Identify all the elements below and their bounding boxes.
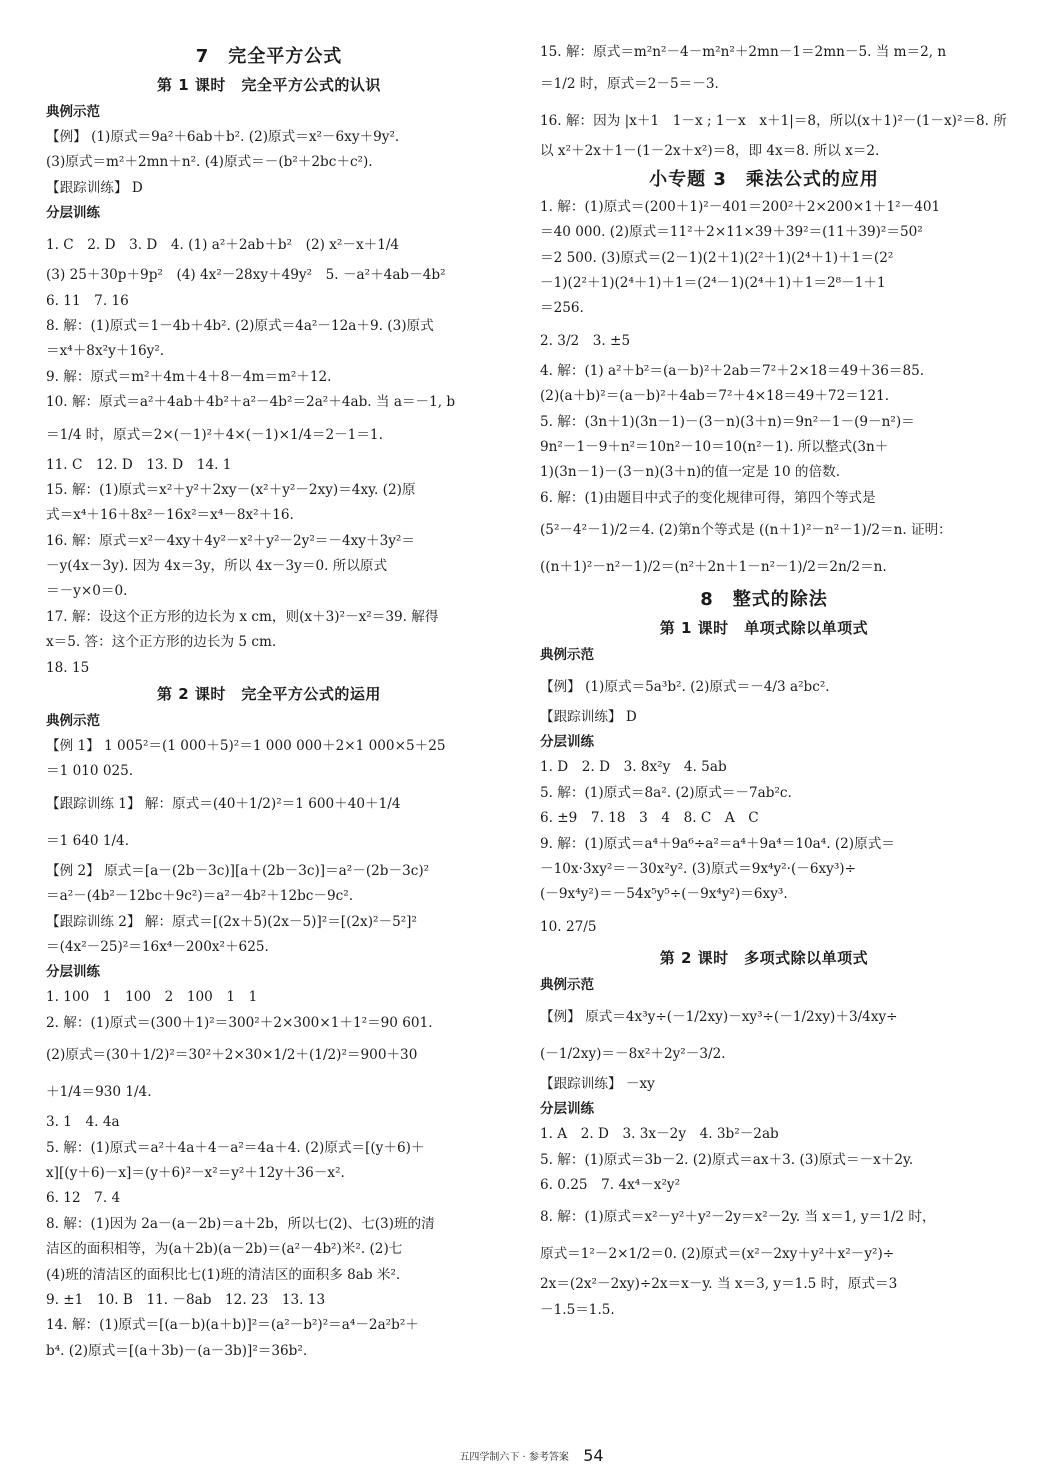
answer-line: 10. 27/5 <box>540 918 597 935</box>
answer-line: 16. 解：因为 |x＋1 1－x ; 1－x x＋1|＝8，所以(x＋1)²－(1－x)²＝8. 所 <box>540 113 1007 130</box>
answer-line: 【例】 (1)原式＝5a³b². (2)原式＝－4/3 a²bc². <box>540 679 830 696</box>
answer-line: 1. 100 1 100 2 100 1 1 <box>46 989 258 1006</box>
answer-line: 8. 解：(1)原式＝x²－y²＋y²－2y＝x²－2y. 当 x＝1, y＝1/2 时， <box>540 1209 936 1226</box>
lesson-title: 第 1 课时 单项式除以单项式 <box>659 619 869 638</box>
answer-line: (3) 25＋30p＋9p² (4) 4x²－28xy＋49y² 5. －a²＋4ab－4b² <box>46 267 446 284</box>
answer-line: 9. 解：原式＝m²＋4m＋4＋8－4m＝m²＋12. <box>46 368 332 385</box>
answer-line: 【例】 (1)原式＝9a²＋6ab＋b². (2)原式＝x²－6xy＋9y². <box>46 129 400 145</box>
answer-line: ＝1/4 时，原式＝2×(－1)²＋4×(－1)×1/4＝2－1＝1. <box>46 426 383 443</box>
answer-line: 5. 解：(1)原式＝8a². (2)原式＝－7ab²c. <box>540 784 792 801</box>
answer-line: 1. C 2. D 3. D 4. (1) a²＋2ab＋b² (2) x²－x＋1/4 <box>46 237 400 254</box>
answer-line: (3)原式＝m²＋2mn＋n². (4)原式＝－(b²＋2bc＋c²). <box>46 154 373 171</box>
answer-line: 式＝x⁴＋16＋8x²－16x²＝x⁴－8x²＋16. <box>46 507 294 524</box>
answer-line: ＝256. <box>540 300 584 317</box>
answer-line: 1. A 2. D 3. 3x－2y 4. 3b²－2ab <box>540 1126 779 1143</box>
page-footer <box>0 1446 1063 1465</box>
answer-line: ＝1 010 025. <box>46 763 134 780</box>
answer-line: 15. 解：原式＝m²n²－4－m²n²＋2mn－1＝2mn－5. 当 m＝2, n <box>540 44 947 60</box>
answer-line: (2)(a＋b)²＝(a－b)²＋4ab＝7²＋4×18＝49＋72＝121. <box>540 388 890 405</box>
answer-line: 洁区的面积相等，为(a＋2b)(a－2b)＝(a²－4b²)米². (2)七 <box>46 1241 403 1258</box>
answer-line: 以 x²＋2x＋1－(1－2x＋x²)＝8，即 4x＝8. 所以 x＝2. <box>540 143 880 160</box>
answer-line: 8. 解：(1)因为 2a－(a－2b)＝a＋2b，所以七(2)、七(3)班的清 <box>46 1215 435 1232</box>
answer-line: (－1/2xy)＝－8x²＋2y²－3/2. <box>540 1045 726 1062</box>
answer-line: 4. 解：(1) a²＋b²＝(a－b)²＋2ab＝7²＋2×18＝49＋36＝85. <box>540 362 925 379</box>
answer-line: －1)(2²＋1)(2⁴＋1)＋1＝(2⁴－1)(2⁴＋1)＋1＝2⁸－1＋1 <box>540 274 886 291</box>
answer-line: 1. D 2. D 3. 8x²y 4. 5ab <box>540 759 727 776</box>
answer-line: 原式＝1²－2×1/2＝0. (2)原式＝(x²－2xy＋y²＋x²－y²)÷ <box>540 1246 895 1263</box>
section-title: 7 完全平方公式 <box>195 46 343 67</box>
answer-line: 9. ±1 10. B 11. －8ab 12. 23 13. 13 <box>46 1291 326 1308</box>
answer-line: 【例 1】 1 005²＝(1 000＋5)²＝1 000 000＋2×1 000×5＋25 <box>46 738 446 755</box>
answer-line: 1)(3n－1)－(3－n)(3＋n)的值一定是 10 的倍数. <box>540 464 841 481</box>
answer-line: 9n²－1－9＋n²＝10n²－10＝10(n²－1). 所以整式(3n＋ <box>540 438 889 455</box>
answer-line: 2. 3/2 3. ±5 <box>540 332 631 349</box>
answer-line: 17. 解：设这个正方形的边长为 x cm，则(x＋3)²－x²＝39. 解得 <box>46 608 439 625</box>
answer-line: ＝x⁴＋8x²y＋16y². <box>46 343 165 360</box>
answer-line: ＝1/2 时，原式＝2－5＝－3. <box>540 76 719 93</box>
section-title: 小专题 3 乘法公式的应用 <box>649 168 879 190</box>
answer-line: (4)班的清洁区的面积比七(1)班的清洁区的面积多 8ab 米². <box>46 1266 401 1283</box>
subsection-heading: 分层训练 <box>540 734 594 751</box>
answer-line: 【跟踪训练 2】 解：原式＝[(2x＋5)(2x－5)]²＝[(2x)²－5²]² <box>46 913 417 930</box>
footer-text: 五四学制六下 · 参考答案 <box>459 1452 569 1463</box>
answer-line: －1.5＝1.5. <box>540 1301 615 1318</box>
answer-line: 15. 解：(1)原式＝x²＋y²＋2xy－(x²＋y²－2xy)＝4xy. (2)原 <box>46 481 416 498</box>
subsection-heading: 分层训练 <box>46 964 100 981</box>
answer-line: 2x＝(2x²－2xy)÷2x＝x－y. 当 x＝3, y＝1.5 时，原式＝3 <box>540 1276 898 1293</box>
answer-line: 18. 15 <box>46 659 90 676</box>
subsection-heading: 典例示范 <box>46 104 100 120</box>
answer-line: 3. 1 4. 4a <box>46 1114 120 1131</box>
subsection-heading: 典例示范 <box>46 713 100 730</box>
answer-line: 16. 解：原式＝x²－4xy＋4y²－x²＋y²－2y²＝－4xy＋3y²＝ <box>46 532 415 549</box>
answer-line: 【跟踪训练 1】 解：原式＝(40＋1/2)²＝1 600＋40＋1/4 <box>46 795 401 812</box>
answer-line: 【跟踪训练】 D <box>540 709 637 726</box>
section-title: 8 整式的除法 <box>700 589 828 611</box>
answer-line: x＝5. 答：这个正方形的边长为 5 cm. <box>46 634 277 651</box>
answer-line: ＝(4x²－25)²＝16x⁴－200x²＋625. <box>46 938 269 955</box>
answer-line: 6. 11 7. 16 <box>46 292 129 309</box>
answer-line: (5²－4²－1)/2＝4. (2)第n个等式是 ((n＋1)²－n²－1)/2＝n. 证明： <box>540 522 952 539</box>
page-number: 54 <box>583 1446 604 1465</box>
right-column <box>540 42 1007 1325</box>
answer-line: b⁴. (2)原式＝[(a＋3b)－(a－3b)]²＝36b². <box>46 1342 308 1359</box>
lesson-title: 第 1 课时 完全平方公式的认识 <box>157 76 381 94</box>
lesson-title: 第 2 课时 完全平方公式的运用 <box>157 685 381 704</box>
answer-line: －y(4x－3y). 因为 4x＝3y，所以 4x－3y＝0. 所以原式 <box>46 558 388 575</box>
answer-line: 5. 解：(1)原式＝3b－2. (2)原式＝ax＋3. (3)原式＝－x＋2y. <box>540 1151 914 1168</box>
answer-line: 1. 解：(1)原式＝(200＋1)²－401＝200²＋2×200×1＋1²－401 <box>540 198 941 215</box>
answer-line: －10x·3xy²＝－30x²y². (3)原式＝9x⁴y²·(－6xy³)÷ <box>540 861 856 878</box>
answer-line: 6. 解：(1)由题目中式子的变化规律可得，第四个等式是 <box>540 489 876 506</box>
answer-line: ＝1 640 1/4. <box>46 832 130 849</box>
lesson-title: 第 2 课时 多项式除以单项式 <box>659 948 869 967</box>
answer-line: 9. 解：(1)原式＝a⁴＋9a⁶÷a²＝a⁴＋9a⁴＝10a⁴. (2)原式＝ <box>540 835 895 852</box>
answer-line: 【例】 原式＝4x³y÷(－1/2xy)－xy³÷(－1/2xy)＋3/4xy÷ <box>540 1008 898 1025</box>
answer-line: (－9x⁴y²)＝－54x⁵y⁵÷(－9x⁴y²)＝6xy³. <box>540 886 788 903</box>
answer-line: ＝a²－(4b²－12bc＋9c²)＝a²－4b²＋12bc－9c². <box>46 888 354 905</box>
answer-line: ＝2 500. (3)原式＝(2－1)(2＋1)(2²＋1)(2⁴＋1)＋1＝(2² <box>540 249 894 266</box>
answer-line: ＋1/4＝930 1/4. <box>46 1084 152 1101</box>
answer-line: 8. 解：(1)原式＝1－4b＋4b². (2)原式＝4a²－12a＋9. (3)原式 <box>46 317 434 334</box>
left-column <box>46 42 492 1366</box>
answer-line: 10. 解：原式＝a²＋4ab＋4b²＋a²－4b²＝2a²＋4ab. 当 a＝－1, b <box>46 394 456 411</box>
answer-line: (2)原式＝(30＋1/2)²＝30²＋2×30×1/2＋(1/2)²＝900＋30 <box>46 1047 418 1064</box>
answer-line: 【跟踪训练】 －xy <box>540 1075 655 1092</box>
answer-line: 11. C 12. D 13. D 14. 1 <box>46 456 232 473</box>
answer-line: 6. 12 7. 4 <box>46 1190 121 1207</box>
answer-line: 5. 解：(1)原式＝a²＋4a＋4－a²＝4a＋4. (2)原式＝[(y＋6)＋ <box>46 1139 425 1156</box>
answer-line: 5. 解：(3n＋1)(3n－1)－(3－n)(3＋n)＝9n²－1－(9－n²)＝ <box>540 413 915 430</box>
answer-line: ＝40 000. (2)原式＝11²＋2×11×39＋39²＝(11＋39)²＝50² <box>540 224 923 241</box>
answer-line: 2. 解：(1)原式＝(300＋1)²＝300²＋2×300×1＋1²＝90 601. <box>46 1014 433 1031</box>
answer-line: 14. 解：(1)原式＝[(a－b)(a＋b)]²＝(a²－b²)²＝a⁴－2a²b²＋ <box>46 1317 419 1334</box>
answer-line: 【跟踪训练】 D <box>46 179 143 196</box>
subsection-heading: 分层训练 <box>540 1101 594 1118</box>
subsection-heading: 典例示范 <box>540 647 594 664</box>
answer-line: ((n＋1)²－n²－1)/2＝(n²＋2n＋1－n²－1)/2＝2n/2＝n. <box>540 559 887 576</box>
answer-line: 6. ±9 7. 18 3 4 8. C A C <box>540 810 759 827</box>
subsection-heading: 分层训练 <box>46 205 100 222</box>
answer-line: x][(y＋6)－x]＝(y＋6)²－x²＝y²＋12y＋36－x². <box>46 1164 345 1181</box>
answer-line: 6. 0.25 7. 4x⁴－x²y² <box>540 1176 681 1193</box>
subsection-heading: 典例示范 <box>540 976 594 993</box>
answer-line: 【例 2】 原式＝[a－(2b－3c)][a＋(2b－3c)]＝a²－(2b－3c)² <box>46 862 430 879</box>
answer-line: ＝－y×0＝0. <box>46 583 128 600</box>
